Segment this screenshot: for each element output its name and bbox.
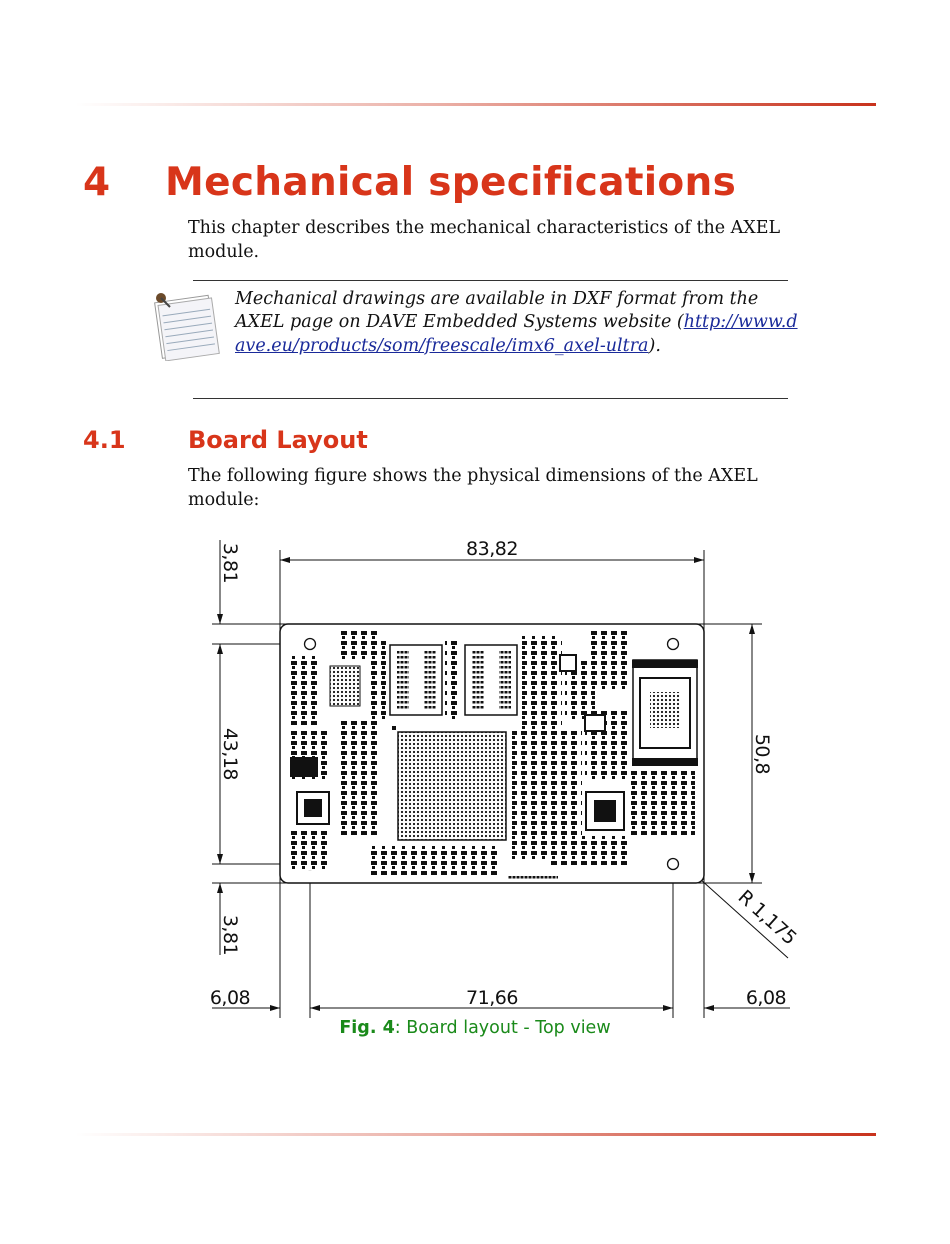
dim-top-offset: 3,81 — [219, 542, 241, 584]
section-title: Board Layout — [188, 426, 368, 454]
dim-bottom-offset: 3,81 — [219, 914, 241, 956]
dim-right-offset: 6,08 — [745, 987, 787, 1009]
note-top-border — [193, 280, 788, 281]
section-intro: The following figure shows the physical dimensions of the AXEL module: — [188, 466, 758, 510]
note-bottom-border — [193, 398, 788, 399]
dim-hole-spacing-vertical: 43,18 — [219, 728, 241, 780]
figure-caption-label: Fig. 4 — [339, 1018, 395, 1038]
dim-hole-spacing-horizontal: 71,66 — [466, 987, 518, 1009]
chapter-title: Mechanical specifications — [165, 160, 737, 205]
dim-height-total: 50,8 — [751, 733, 773, 775]
dim-corner-radius: R 1,175 — [733, 885, 800, 950]
note-text-after: ). — [648, 335, 661, 356]
board-layout-drawing — [200, 530, 800, 1020]
header-rule — [75, 103, 876, 106]
dim-width-total: 83,82 — [466, 538, 518, 560]
note-text — [235, 288, 805, 358]
dim-left-offset: 6,08 — [209, 987, 251, 1009]
footer-rule — [75, 1133, 876, 1136]
note-text-before: Mechanical drawings are available in DXF format from the AXEL page on DAVE Embedded Systems website ( — [235, 289, 759, 333]
note-link[interactable]: http://www.dave.eu/products/som/freescale/imx6_axel-ultra — [235, 312, 798, 356]
chapter-heading — [83, 160, 736, 205]
chapter-number: 4 — [83, 160, 111, 205]
note-pad-icon — [148, 289, 220, 361]
chapter-intro: This chapter describes the mechanical characteristics of the AXEL module. — [188, 218, 781, 262]
section-number: 4.1 — [83, 426, 126, 454]
figure-caption-text: : Board layout - Top view — [394, 1018, 611, 1038]
section-heading — [83, 426, 368, 454]
figure-caption — [0, 1018, 950, 1038]
